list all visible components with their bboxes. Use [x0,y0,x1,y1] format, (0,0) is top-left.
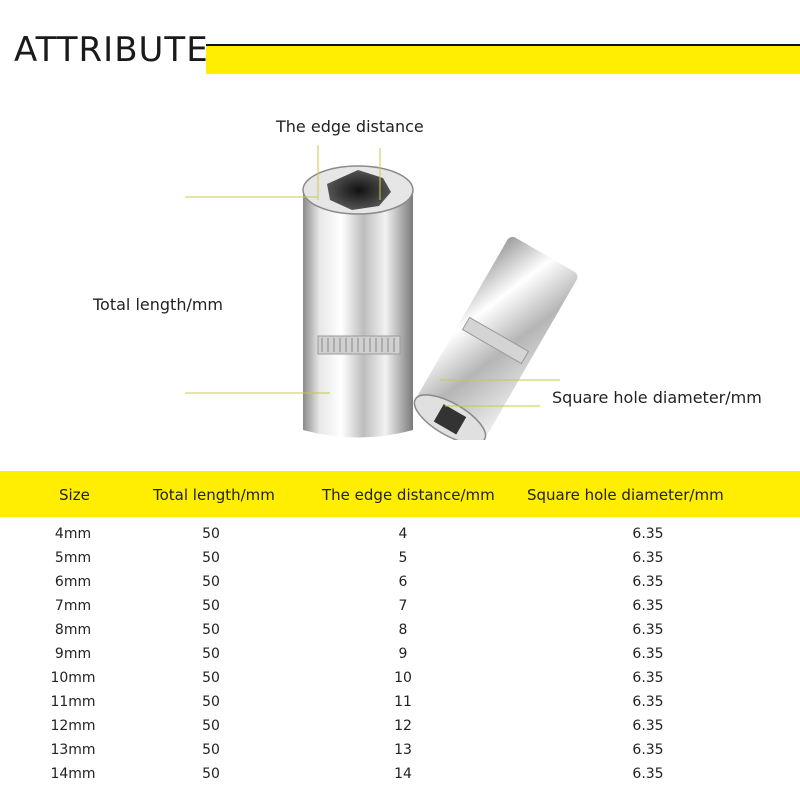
cell-square-hole: 6.35 [632,526,664,542]
table-row [0,718,800,742]
cell-size: 9mm [54,646,92,662]
cell-square-hole: 6.35 [632,742,664,758]
cell-size: 7mm [54,598,92,614]
page-title: ATTRIBUTE [14,30,209,70]
table-row [0,526,800,550]
table-row [0,766,800,790]
cell-size: 6mm [54,574,92,590]
column-header-size: Size [59,486,90,504]
table-row [0,646,800,670]
cell-total-length: 50 [202,694,220,710]
cell-square-hole: 6.35 [632,694,664,710]
column-header-edge-distance: The edge distance/mm [322,486,495,504]
cell-size: 13mm [50,742,96,758]
cell-edge-distance: 5 [398,550,408,566]
cell-total-length: 50 [202,550,220,566]
cell-size: 8mm [54,622,92,638]
cell-total-length: 50 [202,574,220,590]
column-header-total-length: Total length/mm [153,486,275,504]
cell-total-length: 50 [202,598,220,614]
cell-total-length: 50 [202,742,220,758]
header-underline [206,44,800,46]
column-header-square-hole: Square hole diameter/mm [527,486,724,504]
cell-total-length: 50 [202,766,220,782]
cell-edge-distance: 13 [394,742,412,758]
socket-upright [303,166,413,438]
cell-total-length: 50 [202,670,220,686]
table-row [0,574,800,598]
cell-square-hole: 6.35 [632,646,664,662]
cell-square-hole: 6.35 [632,670,664,686]
cell-edge-distance: 14 [394,766,412,782]
cell-total-length: 50 [202,622,220,638]
label-total-length: Total length/mm [93,295,224,314]
cell-total-length: 50 [202,718,220,734]
cell-square-hole: 6.35 [632,574,664,590]
cell-size: 11mm [50,694,96,710]
cell-total-length: 50 [202,646,220,662]
cell-edge-distance: 6 [398,574,408,590]
cell-size: 4mm [54,526,92,542]
cell-square-hole: 6.35 [632,718,664,734]
cell-square-hole: 6.35 [632,766,664,782]
table-row [0,550,800,574]
table-row [0,598,800,622]
cell-square-hole: 6.35 [632,598,664,614]
cell-size: 10mm [50,670,96,686]
table-row [0,742,800,766]
socket-tilted [407,235,579,440]
cell-edge-distance: 11 [394,694,412,710]
label-square-hole: Square hole diameter/mm [552,388,762,407]
cell-square-hole: 6.35 [632,550,664,566]
table-row [0,670,800,694]
cell-edge-distance: 10 [394,670,412,686]
cell-edge-distance: 12 [394,718,412,734]
cell-total-length: 50 [202,526,220,542]
cell-size: 5mm [54,550,92,566]
cell-edge-distance: 8 [398,622,408,638]
cell-size: 12mm [50,718,96,734]
label-edge-distance: The edge distance [276,117,424,136]
cell-edge-distance: 4 [398,526,408,542]
cell-edge-distance: 7 [398,598,408,614]
cell-edge-distance: 9 [398,646,408,662]
cell-square-hole: 6.35 [632,622,664,638]
table-row [0,694,800,718]
cell-size: 14mm [50,766,96,782]
table-row [0,622,800,646]
